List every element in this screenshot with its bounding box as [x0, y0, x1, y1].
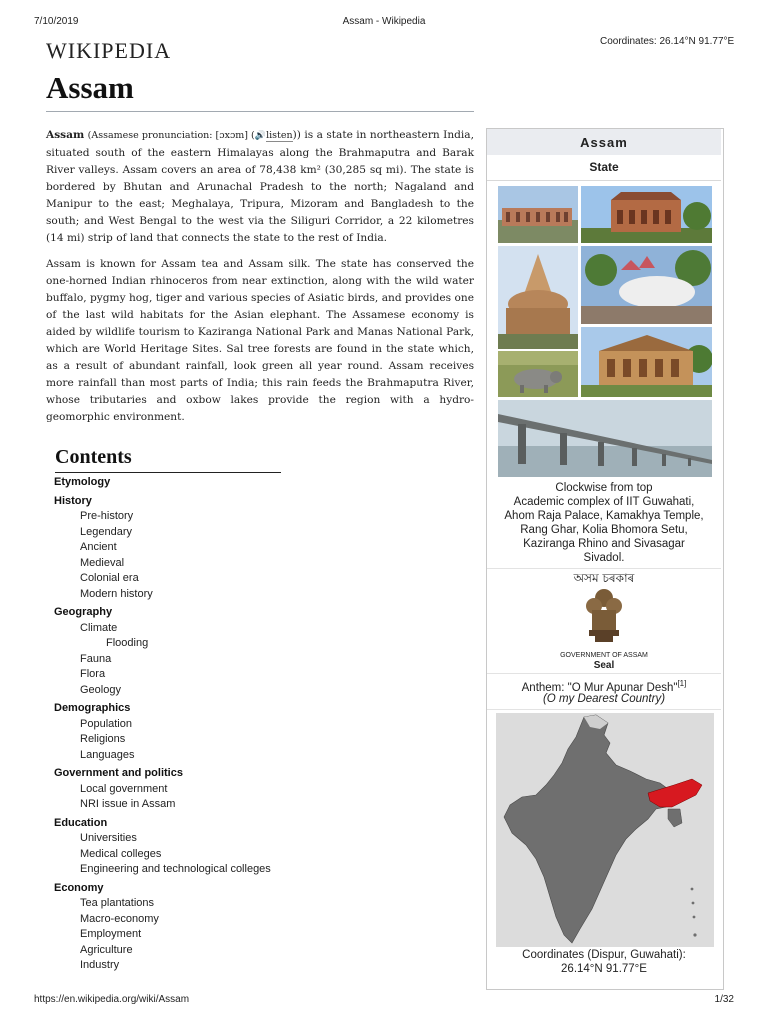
anthem-label: Anthem: "O Mur Apunar Desh": [521, 681, 678, 694]
contents-heading: Contents: [55, 446, 132, 468]
montage-caption-line: Ahom Raja Palace, Kamakhya Temple,: [504, 510, 704, 522]
map-coordinates-value[interactable]: 26.14°N 91.77°E: [561, 963, 647, 975]
contents-item[interactable]: Population: [80, 717, 132, 730]
print-page-number: 1/32: [714, 994, 734, 1005]
seal-divider: [487, 673, 721, 674]
contents-item[interactable]: NRI issue in Assam: [80, 798, 176, 810]
montage-caption-line: Academic complex of IIT Guwahati,: [513, 496, 695, 508]
title-divider: [46, 111, 474, 112]
header-coordinates[interactable]: Coordinates: 26.14°N 91.77°E: [600, 36, 735, 47]
page-title: Assam: [46, 70, 134, 105]
paragraph-2-text: Assam is known for Assam tea and Assam silk. The state has conserved the one-horned Indian rhinoceros from near extinction, along with the wild water buffalo, pygmy hog, tiger and various species of Asiatic birds, and provides one of the last wild habitats for the Asian elephant. The Assamese economy is aided by wildlife tourism to Kaziranga National Park and Manas National Park, which are World Heritage Sites. Sal tree forests are found in the state which, as a result of abundant rainfall, look green all year round. Assam receives more rainfall than most parts of India; this rain feeds the Brahmaputra River, whose tributaries and oxbow lakes provide the region with a hydro-geomorphic environment.: [46, 258, 474, 423]
print-url: https://en.wikipedia.org/wiki/Assam: [34, 994, 190, 1005]
seal-government-text: GOVERNMENT OF ASSAM: [560, 652, 648, 659]
print-title: Assam - Wikipedia: [342, 16, 426, 27]
india-locator-map[interactable]: [496, 713, 714, 947]
photo-iit-guwahati: [498, 186, 578, 243]
anthem-divider: [487, 709, 721, 710]
contents-item[interactable]: Tea plantations: [80, 897, 154, 909]
lead-term: Assam: [46, 129, 85, 141]
contents-item[interactable]: Fauna: [80, 652, 112, 665]
contents-item[interactable]: Industry: [80, 959, 120, 971]
contents-item[interactable]: Languages: [80, 748, 135, 761]
infobox-divider: [487, 180, 721, 181]
contents-item[interactable]: Legendary: [80, 525, 132, 538]
montage-caption-line: Sivadol.: [583, 552, 625, 564]
map-coordinates-label: Coordinates (Dispur, Guwahati):: [522, 949, 686, 961]
print-date: 7/10/2019: [34, 16, 79, 27]
photo-rang-ghar: [581, 246, 712, 324]
contents-item[interactable]: History: [54, 494, 92, 507]
contents-item[interactable]: Local government: [80, 782, 168, 795]
montage-caption-line: Clockwise from top: [555, 482, 653, 494]
infobox-title: Assam: [580, 135, 628, 150]
contents-item[interactable]: Universities: [80, 832, 137, 844]
contents-item[interactable]: Medical colleges: [80, 847, 162, 860]
contents-item[interactable]: Macro-economy: [80, 912, 159, 925]
montage-caption-line: Kaziranga Rhino and Sivasagar: [523, 538, 685, 550]
photo-kamakhya-temple: [498, 246, 578, 349]
contents-item[interactable]: Engineering and technological colleges: [80, 863, 271, 875]
pronunciation: (Assamese pronunciation: [ɔxɔm] (: [87, 130, 255, 141]
contents-item[interactable]: Modern history: [80, 587, 153, 600]
contents-list: [54, 476, 354, 981]
intro-text: )) is a state in northeastern India, situated south of the eastern Himalayas along the Brahmaputra and Barak River valleys. Assam covers an area of 78,438 km² (30,285 sq mi). The state is bordered by Bhutan and Arunachal Pradesh to the north; Nagaland and Manipur to the east; Meghalaya, Tripura, Mizoram and Bangladesh to the south; and West Bengal to the west via the Siliguri Corridor, a 22 kilometres (14 mi) strip of land that connects the state to the rest of India.: [46, 129, 474, 244]
contents-item[interactable]: Religions: [80, 733, 126, 745]
caption-divider: [487, 568, 721, 569]
contents-item[interactable]: Economy: [54, 881, 104, 894]
seal-script: অসম চৰকাৰ: [573, 571, 635, 585]
contents-item[interactable]: Flooding: [106, 637, 149, 649]
infobox-subtitle: State: [589, 160, 619, 174]
listen-link[interactable]: listen: [266, 130, 293, 141]
contents-item[interactable]: Ancient: [80, 541, 117, 553]
montage-caption: [487, 481, 721, 565]
montage-caption-line: Rang Ghar, Kolia Bhomora Setu,: [520, 524, 688, 536]
contents-item[interactable]: Pre-history: [80, 510, 134, 522]
contents-item[interactable]: Medieval: [80, 556, 125, 569]
wikipedia-wordmark: WIKIPEDIA: [46, 38, 172, 63]
contents-item[interactable]: Employment: [80, 928, 142, 940]
seal-emblem-icon[interactable]: [581, 586, 627, 648]
speaker-icon[interactable]: 🔊: [254, 131, 267, 141]
photo-ahom-raja-palace: [581, 186, 712, 243]
contents-item[interactable]: Demographics: [54, 702, 131, 714]
photo-kaziranga-rhino: [498, 351, 578, 397]
contents-item[interactable]: Geology: [80, 683, 121, 696]
contents-item[interactable]: Government and politics: [54, 767, 183, 779]
contents-item[interactable]: Flora: [80, 668, 106, 680]
contents-item[interactable]: Education: [54, 816, 108, 829]
contents-item[interactable]: Climate: [80, 621, 118, 634]
photo-kolia-bhomora-setu: [498, 400, 712, 477]
anthem-translation: (O my Dearest Country): [542, 693, 666, 705]
anthem: [487, 679, 721, 694]
seal-label: Seal: [593, 660, 615, 671]
photo-sivasagar-sivadol: [581, 327, 712, 397]
intro-paragraph-2: [46, 256, 474, 426]
contents-item[interactable]: Geography: [54, 606, 113, 618]
contents-item[interactable]: Etymology: [54, 476, 111, 488]
contents-divider: [55, 472, 281, 473]
contents-item[interactable]: Agriculture: [80, 943, 133, 956]
contents-item[interactable]: Colonial era: [80, 572, 139, 584]
anthem-reference[interactable]: [1]: [677, 679, 687, 688]
intro-paragraph-1: [46, 127, 474, 247]
